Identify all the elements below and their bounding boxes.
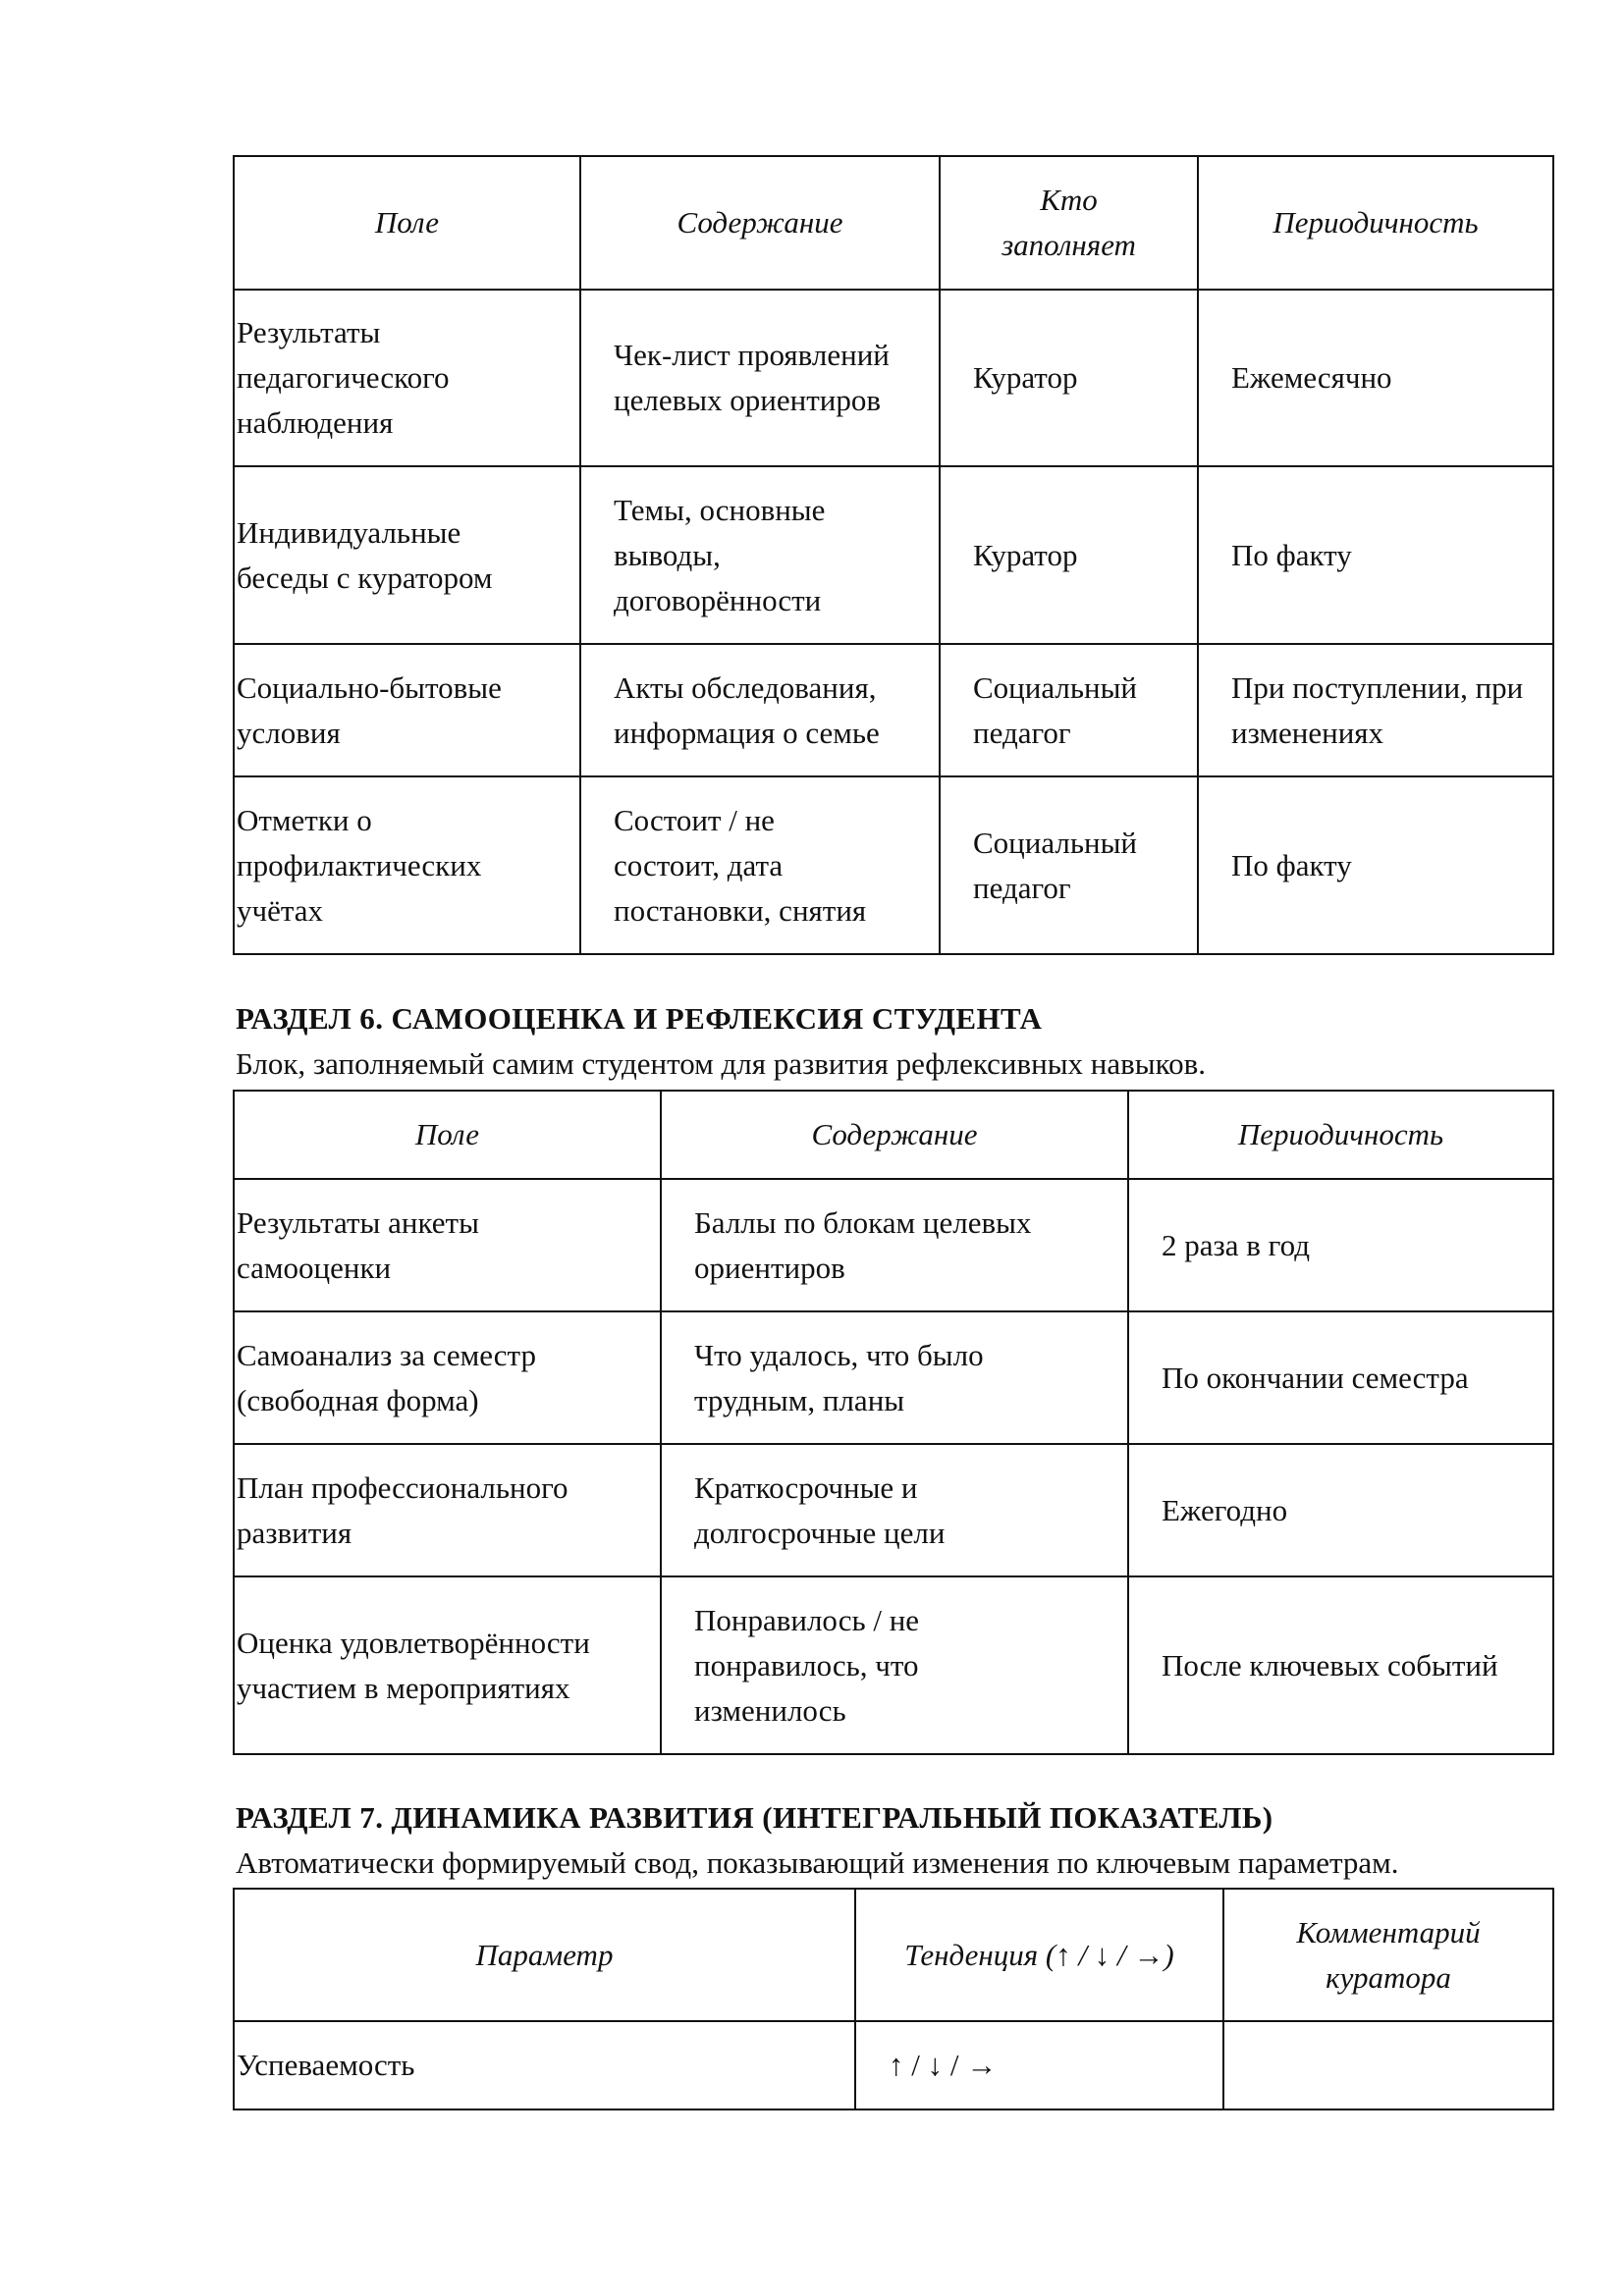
table-row [234, 1576, 1553, 1754]
cell-field: Результаты педагогического наблюдения [234, 290, 580, 466]
cell-trend: ↑ / ↓ / → [855, 2021, 1223, 2109]
table-row [234, 776, 1553, 954]
table-header-row [234, 1091, 1553, 1179]
section-7-description: Автоматически формируемый свод, показывающий изменения по ключевым параметрам. [236, 1845, 1399, 1880]
cell-content: Состоит / не состоит, дата постановки, снятия [580, 776, 940, 954]
header-content: Содержание [661, 1091, 1128, 1179]
cell-field: Оценка удовлетворённости участием в мероприятиях [234, 1576, 661, 1754]
cell-content: Темы, основные выводы, договорённости [580, 466, 940, 644]
header-frequency: Периодичность [1198, 156, 1553, 290]
cell-field: Социально-бытовые условия [234, 644, 580, 776]
cell-field: Отметки о профилактических учётах [234, 776, 580, 954]
cell-who-fills: Куратор [940, 466, 1198, 644]
cell-frequency: 2 раза в год [1128, 1179, 1553, 1311]
section-6-description: Блок, заполняемый самим студентом для развития рефлексивных навыков. [236, 1046, 1206, 1081]
table-row [234, 2021, 1553, 2109]
section-6-title: РАЗДЕЛ 6. САМООЦЕНКА И РЕФЛЕКСИЯ СТУДЕНТА [236, 1001, 1043, 1036]
header-who-fills: Кто заполняет [940, 156, 1198, 290]
monitoring-table [233, 155, 1554, 955]
cell-frequency: По факту [1198, 466, 1553, 644]
cell-frequency: Ежегодно [1128, 1444, 1553, 1576]
cell-field: Самоанализ за семестр (свободная форма) [234, 1311, 661, 1444]
development-dynamics-table [233, 1888, 1554, 2110]
cell-content: Краткосрочные и долгосрочные цели [661, 1444, 1128, 1576]
header-trend: Тенденция (↑ / ↓ / →) [855, 1889, 1223, 2021]
cell-content: Что удалось, что было трудным, планы [661, 1311, 1128, 1444]
section-7-title: РАЗДЕЛ 7. ДИНАМИКА РАЗВИТИЯ (ИНТЕГРАЛЬНЫЙ ПОКАЗАТЕЛЬ) [236, 1800, 1273, 1835]
cell-who-fills: Социальный педагог [940, 776, 1198, 954]
header-field: Поле [234, 1091, 661, 1179]
cell-parameter: Успеваемость [234, 2021, 855, 2109]
table-row [234, 1311, 1553, 1444]
table-row [234, 1444, 1553, 1576]
table-header-row [234, 156, 1553, 290]
cell-content: Баллы по блокам целевых ориентиров [661, 1179, 1128, 1311]
header-content: Содержание [580, 156, 940, 290]
table-row [234, 290, 1553, 466]
table-row [234, 644, 1553, 776]
cell-curator-comment [1223, 2021, 1553, 2109]
cell-content: Чек-лист проявлений целевых ориентиров [580, 290, 940, 466]
table-header-row [234, 1889, 1553, 2021]
header-frequency: Периодичность [1128, 1091, 1553, 1179]
header-field: Поле [234, 156, 580, 290]
cell-frequency: Ежемесячно [1198, 290, 1553, 466]
header-parameter: Параметр [234, 1889, 855, 2021]
cell-field: Индивидуальные беседы с куратором [234, 466, 580, 644]
cell-frequency: После ключевых событий [1128, 1576, 1553, 1754]
self-assessment-table [233, 1090, 1554, 1755]
cell-who-fills: Социальный педагог [940, 644, 1198, 776]
cell-frequency: При поступлении, при изменениях [1198, 644, 1553, 776]
table-row [234, 466, 1553, 644]
cell-field: План профессионального развития [234, 1444, 661, 1576]
cell-frequency: По окончании семестра [1128, 1311, 1553, 1444]
cell-frequency: По факту [1198, 776, 1553, 954]
cell-who-fills: Куратор [940, 290, 1198, 466]
cell-content: Акты обследования, информация о семье [580, 644, 940, 776]
table-row [234, 1179, 1553, 1311]
header-curator-comment: Комментарий куратора [1223, 1889, 1553, 2021]
cell-content: Понравилось / не понравилось, что изменилось [661, 1576, 1128, 1754]
cell-field: Результаты анкеты самооценки [234, 1179, 661, 1311]
